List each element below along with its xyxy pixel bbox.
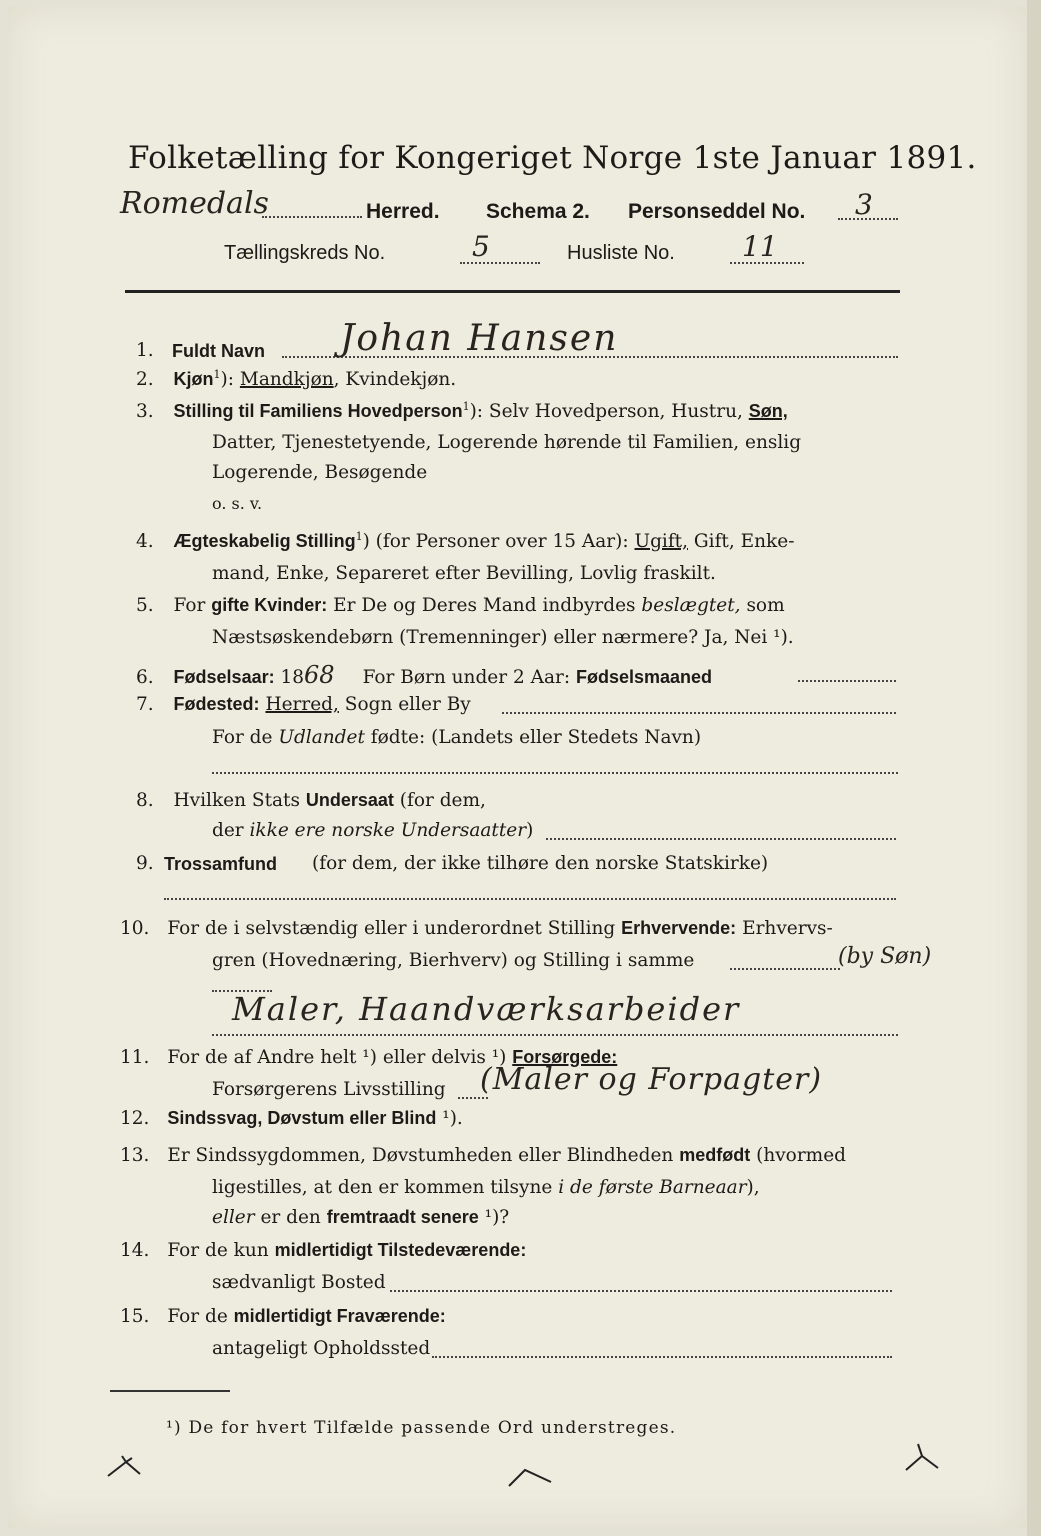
item-13-line-3 [212,1207,509,1228]
full-name-value: Johan Hansen [340,318,619,359]
item-15-l1-a: For de [167,1306,234,1327]
item-5-number: 5. [136,595,154,616]
item-12-rest: ¹). [436,1108,463,1129]
item-13-label: medfødt [679,1145,751,1165]
item-4-end: Gift, Enke- [688,531,795,553]
item-15-line-1 [120,1306,446,1327]
kreds-dots [460,262,540,264]
herred-dots [262,216,362,218]
item-11-number: 11. [120,1047,150,1068]
item-15-line-2: antageligt Opholdssted [212,1338,431,1359]
item-11-dots [458,1097,488,1099]
herred-value: Romedals [120,186,269,221]
footnote: ¹) De for hvert Tilfælde passende Ord understreges. [166,1418,677,1438]
item-7-dots-2 [212,772,898,774]
item-5-line-1 [136,595,785,616]
item-13-l3-a: er den [254,1207,327,1228]
registration-mark-left [104,1448,144,1484]
item-10-l1-b: Erhvervs- [736,918,833,939]
item-7-number: 7. [136,694,154,715]
occupation-value: Maler, Haandværksarbeider [232,990,741,1028]
item-14-l1-a: For de kun [167,1240,275,1261]
page-edge [1027,0,1041,1536]
item-15-label: midlertidigt Fraværende: [233,1306,446,1326]
item-13-line-2 [212,1177,760,1198]
item-8-l2-b: ) [526,820,534,841]
item-11-label: Forsørgede: [512,1047,618,1067]
item-2-number: 2. [136,369,154,391]
item-10-label: Erhvervende: [621,918,737,938]
item-9-rest: (for dem, der ikke tilhøre den norske Statskirke) [312,853,769,874]
item-8-l2-italic: ikke ere norske Undersaatter [249,820,527,841]
item-2-sup: 1 [213,368,221,381]
item-12-label: Sindssvag, Døvstum eller Blind [167,1108,437,1128]
item-6-label: Fødselsaar: [173,667,275,687]
item-5-prefix: For [173,595,212,616]
item-12-line [120,1108,463,1129]
item-6-rest: For Børn under 2 Aar: [362,667,576,688]
item-10-line-1 [120,918,833,939]
item-12-number: 12. [120,1108,150,1129]
item-4-selected: Ugift, [634,531,688,553]
header-rule [125,290,900,293]
item-9-label: Trossamfund [164,854,278,874]
item-3-label: Stilling til Familiens Hovedperson [173,401,463,422]
item-13-l2-a: ligestilles, at den er kommen tilsyne [212,1177,559,1198]
item-13-l2-b: ), [746,1177,760,1198]
item-13-l1-b: (hvormed [750,1145,846,1166]
husliste-value: 11 [742,230,778,263]
item-8-label: Undersaat [305,790,394,810]
item-5-rest: Er De og Deres Mand indbyrdes [327,595,642,616]
personseddel-value: 3 [855,188,873,221]
provider-occupation-value: (Maler og Forpagter) [480,1062,823,1097]
item-11-l1-a: For de af Andre helt ¹) eller delvis ¹) [167,1047,513,1068]
census-form-page [8,6,1026,1528]
item-14-label: midlertidigt Tilstedeværende: [274,1240,527,1260]
schema-label: Schema 2. [486,200,590,223]
item-5-end: som [740,595,785,616]
item-3-line-3: Logerende, Besøgende [212,462,428,483]
item-11-line-2: Forsørgerens Livsstilling [212,1079,446,1100]
item-9-number: 9. [136,853,154,874]
item-6-birth-month-label: Fødselsmaaned [575,667,713,687]
item-2-rest-b: , Kvindekjøn. [333,369,457,391]
item-3-rest: ): Selv Hovedperson, Hustru, [469,401,749,423]
item-2 [136,368,456,390]
registration-mark-right [902,1440,942,1480]
item-7-line-1 [136,694,471,715]
item-2-selected: Mandkjøn [239,369,334,391]
item-7-l2-b: fødte: (Landets eller Stedets Navn) [364,727,702,748]
item-3-line-1: 3. Stilling til Familiens Hovedperson$^1$): Selv Hovedperson, Hustru, Søn, [136,400,788,423]
item-8-l1-b: (for dem, [393,790,486,811]
item-8-dots [546,838,896,840]
item-6-number: 6. [136,667,154,688]
item-3-line-4: o. s. v. [212,494,263,513]
item-6-dots [798,680,896,682]
item-1-label: Fuldt Navn [172,341,265,361]
item-3-number: 3. [136,401,154,423]
item-10-dots-3 [212,1034,898,1036]
item-13-l1-a: Er Sindssygdommen, Døvstumheden eller Blindheden [167,1145,680,1166]
item-8-number: 8. [136,790,154,811]
husliste-dots [730,262,804,264]
item-5-italic: beslægtet, [641,595,741,616]
item-5-label: gifte Kvinder: [211,595,328,615]
item-15-dots [432,1356,892,1358]
item-14-line-1 [120,1240,526,1261]
item-2-label: Kjøn [173,369,214,390]
item-13-number: 13. [120,1145,150,1166]
item-13-l2-italic: i de første Barneaar [558,1177,747,1198]
item-4-line-1: 4. Ægteskabelig Stilling$^1$) (for Personer over 15 Aar): Ugift, Gift, Enke- [136,530,795,553]
item-8-l1-a: Hvilken Stats [173,790,306,811]
item-14-dots [390,1290,892,1292]
registration-mark-center [505,1460,555,1490]
husliste-label: Husliste No. [567,242,675,264]
item-4-number: 4. [136,531,154,553]
personseddel-label: Personseddel No. [628,200,806,223]
form-title: Folketælling for Kongeriget Norge 1ste Januar 1891. [128,140,977,176]
birth-year-value: 68 [304,661,335,689]
item-10-line-2: gren (Hovednæring, Bierhverv) og Stilling i samme [212,950,695,971]
item-7-rest: Sogn eller By [338,694,471,715]
item-5-line-2: Næstsøskendebørn (Tremenninger) eller nærmere? Ja, Nei ¹). [212,627,794,648]
item-9-dots [164,898,896,900]
kreds-label: Tællingskreds No. [224,242,386,264]
item-13-l3-bold: fremtraadt senere [326,1207,479,1227]
birth-year-prefix: 18 [280,667,305,688]
item-2-rest-a: ): [220,369,240,391]
herred-label: Herred. [366,200,440,223]
item-8-l2-a: der [212,820,250,841]
item-7-label: Fødested: [173,694,260,714]
item-10-dots [730,968,840,970]
item-7-dots [502,712,896,714]
item-7-line-2 [212,727,701,748]
item-13-line-1 [120,1145,846,1166]
item-8-line-2 [212,820,533,841]
item-8-line-1 [136,790,486,811]
item-4-line-2: mand, Enke, Separeret efter Bevilling, Lovlig fraskilt. [212,563,716,584]
item-7-selected: Herred, [265,694,339,715]
item-7-l2-italic: Udlandet [278,727,365,748]
item-10-l1-a: For de i selvstændig eller i underordnet Stilling [167,918,622,939]
item-14-line-2: sædvanligt Bosted [212,1272,386,1293]
item-3-selected: Søn, [748,401,788,422]
kreds-value: 5 [472,230,490,263]
item-7-l2-a: For de [212,727,279,748]
item-1-number: 1. [136,340,154,361]
item-13-l3-italic: eller [212,1207,255,1228]
item-15-number: 15. [120,1306,150,1327]
item-10-number: 10. [120,918,150,939]
item-4-rest: ) (for Personer over 15 Aar): [362,531,635,553]
item-14-number: 14. [120,1240,150,1261]
item-3-line-2: Datter, Tjenestetyende, Logerende hørende til Familien, enslig [212,432,802,453]
footnote-rule [110,1390,230,1392]
item-4-label: Ægteskabelig Stilling [173,531,356,552]
personseddel-dots [838,218,898,220]
item-6-line [136,661,712,689]
occupation-note: (by Søn) [838,944,932,969]
item-13-l3-b: ¹)? [478,1207,510,1228]
